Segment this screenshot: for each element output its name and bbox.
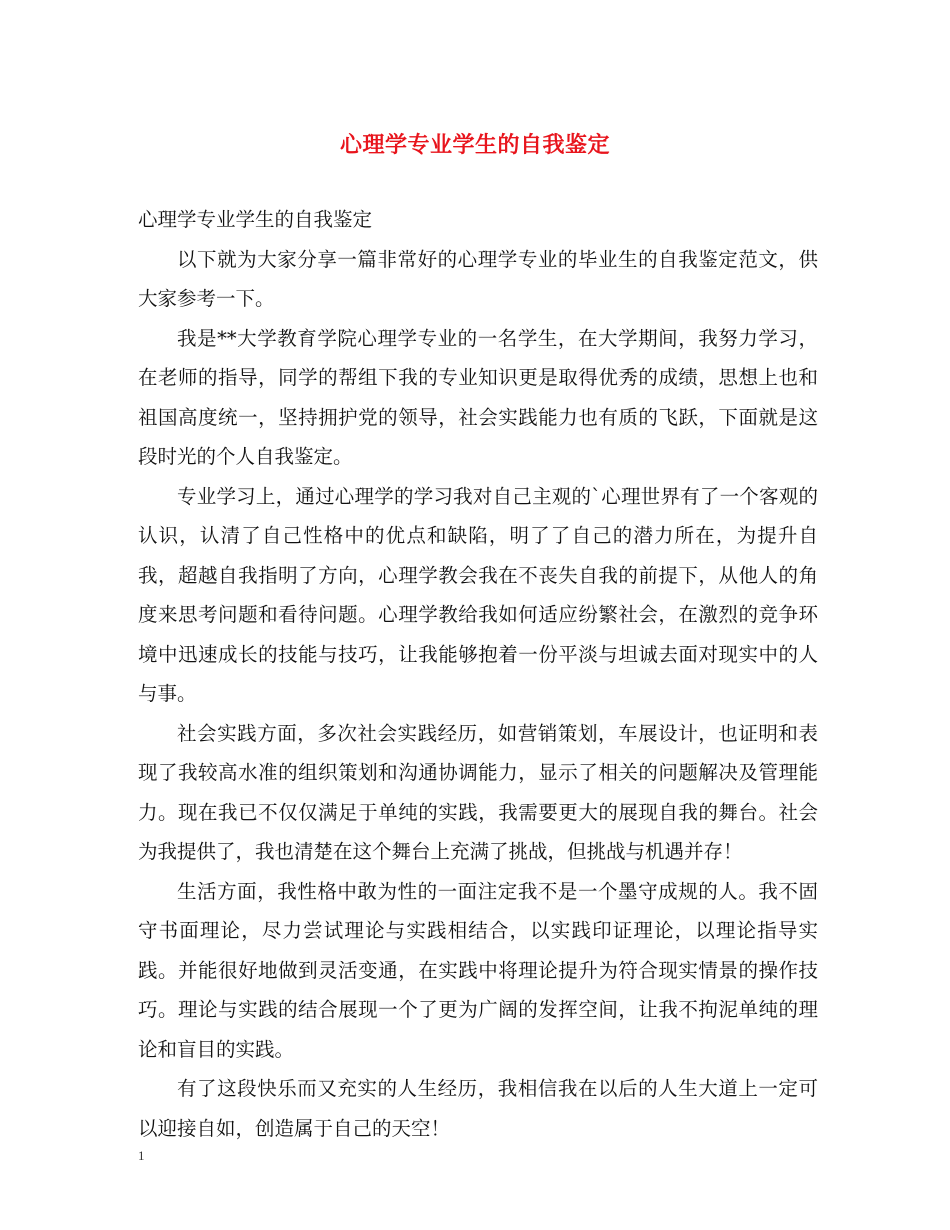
paragraph-social-practice: 社会实践方面，多次社会实践经历，如营销策划，车展设计，也证明和表现了我较高水准的组织策划和沟通协调能力，显示了相关的问题解决及管理能力。现在我已不仅仅满足于单纯的实践，我需要更大的展现自我的舞台。社会为我提供了，我也清楚在这个舞台上充满了挑战，但挑战与机遇并存！: [138, 721, 818, 863]
document-title: 心理学专业学生的自我鉴定: [339, 132, 610, 158]
paragraph-conclusion: 有了这段快乐而又充实的人生经历，我相信我在以后的人生大道上一定可以迎接自如，创造属于自己的天空！: [138, 1077, 818, 1140]
document-body: [138, 200, 818, 1148]
paragraph-life: 生活方面，我性格中敢为性的一面注定我不是一个墨守成规的人。我不固守书面理论，尽力尝试理论与实践相结合，以实践印证理论，以理论指导实践。并能很好地做到灵活变通，在实践中将理论提升为符合现实情景的操作技巧。理论与实践的结合展现一个了更为广阔的发挥空间，让我不拘泥单纯的理论和盲目的实践。: [138, 879, 818, 1061]
paragraph-self-introduction: 我是**大学教育学院心理学专业的一名学生，在大学期间，我努力学习，在老师的指导，同学的帮组下我的专业知识更是取得优秀的成绩，思想上也和祖国高度统一，坚持拥护党的领导，社会实践能力也有质的飞跃，下面就是这段时光的个人自我鉴定。: [138, 326, 818, 468]
paragraph-intro: 以下就为大家分享一篇非常好的心理学专业的毕业生的自我鉴定范文，供大家参考一下。: [138, 247, 818, 310]
paragraph-professional-study: 专业学习上，通过心理学的学习我对自己主观的`心理世界有了一个客观的认识，认清了自己性格中的优点和缺陷，明了了自己的潜力所在，为提升自我，超越自我指明了方向，心理学教会我在不丧失自我的前提下，从他人的角度来思考问题和看待问题。心理学教给我如何适应纷繁社会，在激烈的竞争环境中迅速成长的技能与技巧，让我能够抱着一份平淡与坦诚去面对现实中的人与事。: [138, 484, 818, 705]
page-number: 1: [138, 1148, 145, 1163]
document-subtitle: 心理学专业学生的自我鉴定: [138, 208, 373, 231]
